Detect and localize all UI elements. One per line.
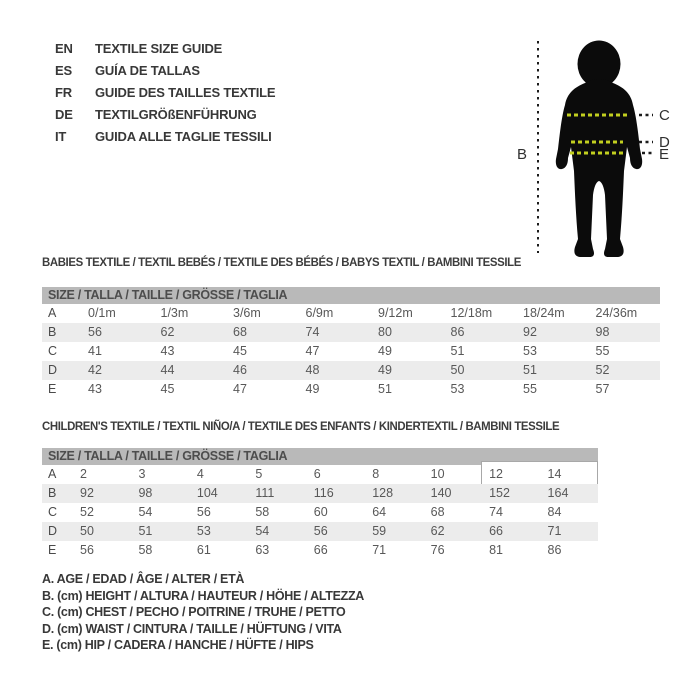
size-cell: 57 [595,382,610,396]
size-cell: 50 [80,524,94,538]
size-cell: 4 [196,467,204,481]
size-cell: 164 [547,486,569,500]
row-label: E [48,382,57,396]
size-cell: 3 [138,467,146,481]
lang-code: DE [55,107,73,122]
size-table-row-E [42,541,598,560]
size-cell: 71 [547,524,562,538]
row-label: C [48,344,58,358]
size-cell: 66 [489,524,504,538]
size-cell: 42 [88,363,102,377]
size-cell: 92 [523,325,537,339]
size-cell: 43 [160,344,175,358]
size-cell: 46 [233,363,247,377]
size-cell: 8 [372,467,380,481]
size-cell: 52 [595,363,610,377]
row-label: B [48,486,57,500]
size-table-row-A [42,465,598,484]
legend-line-c: C. (cm) CHEST / PECHO / POITRINE / TRUHE / PETTO [42,605,346,619]
legend-line-a: A. AGE / EDAD / ÂGE / ALTER / ETÀ [42,572,245,586]
size-cell: 51 [378,382,392,396]
lang-title: TEXTILE SIZE GUIDE [95,41,223,56]
size-cell: 56 [80,543,94,557]
size-cell: 24/36m [595,306,638,320]
legend-line-e: E. (cm) HIP / CADERA / HANCHE / HÜFTE / HIPS [42,638,314,652]
size-cell: 81 [489,543,504,557]
size-cell: 84 [547,505,562,519]
language-title-list [55,38,275,148]
size-cell: 76 [430,543,445,557]
babies-size-table [42,287,660,399]
lang-row-es [55,60,275,82]
size-cell: 44 [160,363,175,377]
size-cell: 71 [372,543,387,557]
size-cell: 52 [80,505,94,519]
size-cell: 104 [196,486,218,500]
size-cell: 116 [313,486,334,500]
size-cell: 56 [196,505,211,519]
size-cell: 62 [430,524,445,538]
size-cell: 9/12m [378,306,413,320]
size-cell: 18/24m [523,306,565,320]
size-cell: 14 [547,467,562,481]
size-table-row-E [42,380,660,399]
size-cell: 6/9m [305,306,334,320]
size-cell: 98 [138,486,153,500]
size-cell: 61 [196,543,211,557]
lang-row-fr [55,82,275,104]
size-cell: 63 [255,543,270,557]
size-cell: 41 [88,344,102,358]
children-table-header: SIZE / TALLA / TAILLE / GRÖSSE / TAGLIA [42,448,598,465]
lang-title: GUIDA ALLE TAGLIE TESSILI [95,129,272,144]
size-table-row-C [42,342,660,361]
legend-line-d: D. (cm) WAIST / CINTURA / TAILLE / HÜFTUNG / VITA [42,621,342,636]
size-cell: 10 [430,467,445,481]
size-cell: 51 [523,363,537,377]
row-label: C [48,505,58,519]
size-table-row-D [42,522,598,541]
size-cell: 55 [523,382,537,396]
lang-row-it [55,126,275,148]
size-cell: 86 [450,325,465,339]
size-cell: 54 [255,524,270,538]
babies-table-header: SIZE / TALLA / TAILLE / GRÖSSE / TAGLIA [42,287,660,304]
label-e: E [659,146,670,163]
size-cell: 74 [305,325,320,339]
size-cell: 58 [255,505,270,519]
size-cell: 58 [138,543,153,557]
size-cell: 47 [233,382,247,396]
lang-code: ES [55,63,72,78]
size-cell: 5 [255,467,263,481]
size-cell: 6 [313,467,321,481]
measurement-diagram [515,27,695,262]
size-cell: 56 [313,524,328,538]
size-table-row-B [42,323,660,342]
size-cell: 68 [430,505,445,519]
size-cell: 49 [378,363,392,377]
size-cell: 86 [547,543,562,557]
size-cell: 0/1m [88,306,116,320]
size-cell: 152 [489,486,510,500]
size-table-row-B [42,484,598,503]
row-label: A [48,306,57,320]
row-label: E [48,543,57,557]
size-cell: 62 [160,325,175,339]
children-section-title: CHILDREN'S TEXTILE / TEXTIL NIÑO/A / TEXTILE DES ENFANTS / KINDERTEXTIL / BAMBINI TESSILE [42,419,560,433]
row-label: B [48,325,57,339]
lang-code: EN [55,41,73,56]
lang-code: FR [55,85,72,100]
size-cell: 2 [80,467,87,481]
size-table-row-A [42,304,660,323]
lang-row-en [55,38,275,60]
size-cell: 51 [450,344,465,358]
size-table-row-C [42,503,598,522]
size-cell: 111 [255,486,275,500]
size-cell: 53 [196,524,211,538]
size-cell: 64 [372,505,387,519]
row-label: A [48,467,57,481]
size-cell: 59 [372,524,387,538]
size-cell: 60 [313,505,328,519]
row-label: D [48,524,58,538]
size-cell: 54 [138,505,153,519]
size-cell: 43 [88,382,102,396]
size-cell: 45 [233,344,247,358]
size-cell: 92 [80,486,94,500]
size-cell: 50 [450,363,465,377]
measurement-legend [42,571,364,654]
size-cell: 68 [233,325,247,339]
lang-title: GUÍA DE TALLAS [95,63,200,78]
size-cell: 45 [160,382,175,396]
lang-title: TEXTILGRÖßENFÜHRUNG [95,107,257,122]
babies-table-rows [42,304,660,399]
label-b: B [517,146,528,163]
label-c: C [659,107,670,124]
silhouette-body [556,79,642,257]
label-d: D [659,134,670,151]
size-cell: 47 [305,344,320,358]
size-cell: 74 [489,505,504,519]
size-cell: 49 [305,382,320,396]
size-cell: 66 [313,543,328,557]
children-table-rows [42,465,598,560]
size-cell: 98 [595,325,610,339]
size-cell: 48 [305,363,320,377]
size-cell: 51 [138,524,153,538]
size-cell: 140 [430,486,452,500]
size-cell: 55 [595,344,610,358]
lang-title: GUIDE DES TAILLES TEXTILE [95,85,276,100]
legend-line-b: B. (cm) HEIGHT / ALTURA / HAUTEUR / HÖHE / ALTEZZA [42,588,365,603]
children-size-table [42,448,598,560]
lang-row-de [55,104,275,126]
size-cell: 53 [450,382,465,396]
size-cell: 1/3m [160,306,189,320]
child-silhouette-figure [515,27,695,262]
lang-code: IT [55,129,67,144]
size-table-row-D [42,361,660,380]
size-cell: 3/6m [233,306,261,320]
size-cell: 53 [523,344,537,358]
size-cell: 49 [378,344,392,358]
size-cell: 12/18m [450,306,493,320]
size-cell: 80 [378,325,392,339]
size-cell: 128 [372,486,394,500]
size-cell: 12 [489,467,504,481]
babies-section-title: BABIES TEXTILE / TEXTIL BEBÉS / TEXTILE DES BÉBÉS / BABYS TEXTIL / BAMBINI TESSILE [42,255,521,269]
row-label: D [48,363,58,377]
size-cell: 56 [88,325,102,339]
